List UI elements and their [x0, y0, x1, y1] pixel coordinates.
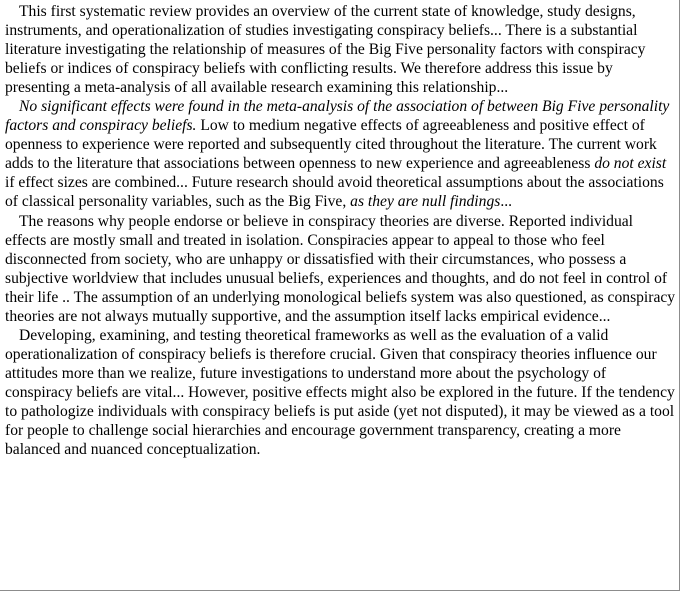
- paragraph-conclusion: [5, 326, 677, 459]
- text-run: Developing, examining, and testing theoretical frameworks as well as the evaluation of a valid operationalization of conspiracy beliefs is therefore crucial. Given that conspiracy theories influence our attitudes more than we realize, future investigations to understand more about the psychology of conspiracy beliefs are vital... However, positive effects might also be explored in the future. If the tendency to pathologize individuals with conspiracy beliefs is put aside (yet not disputed), it may be viewed as a tool for people to challenge social hierarchies and encourage government transparency, creating a more balanced and nuanced conceptualization.: [5, 326, 675, 459]
- text-run: ...: [500, 193, 513, 211]
- text-run: The reasons why people endorse or believe in conspiracy theories are diverse. Reported individual effects are mostly small and treated in isolation. Conspiracies appear to appeal to those who feel disconnected from society, who are unhappy or dissatisfied with their circumstances, who possess a subjective worldview that includes unusual beliefs, experiences and thoughts, and do not feel in control of their life .. The assumption of an underlying monological beliefs system was also questioned, as conspiracy theories are not always mutually supportive, and the assumption itself lacks empirical evidence...: [5, 212, 676, 325]
- italic-run: No significant effects were found in the meta-analysis of the association of between Big Five personality factors and conspiracy beliefs.: [5, 98, 670, 135]
- italic-run: as they are null findings: [350, 193, 501, 211]
- text-run: Low to medium negative effects of agreeableness and positive effect of openness to experience were reported and subsequently cited throughout the literature. The current work adds to the literature that associations between openness to new experience and agreeableness: [5, 117, 657, 173]
- paragraph-introduction: [5, 2, 677, 97]
- text-run: This first systematic review provides an overview of the current state of knowledge, study designs, instruments, and operationalization of studies investigating conspiracy beliefs... There is a substantial literature investigating the relationship of measures of the Big Five personality factors with conspiracy beliefs or indices of conspiracy beliefs with conflicting results. We therefore address this issue by presenting a meta-analysis of all available research examining this relationship...: [5, 3, 646, 97]
- document-body: [5, 2, 677, 459]
- italic-run: do not exist: [594, 155, 667, 173]
- paragraph-reasons: [5, 212, 677, 326]
- text-run: if effect sizes are combined... Future research should avoid theoretical assumptions about the associations of classical personality variables, such as the Big Five,: [5, 174, 664, 211]
- paragraph-findings: [5, 97, 677, 211]
